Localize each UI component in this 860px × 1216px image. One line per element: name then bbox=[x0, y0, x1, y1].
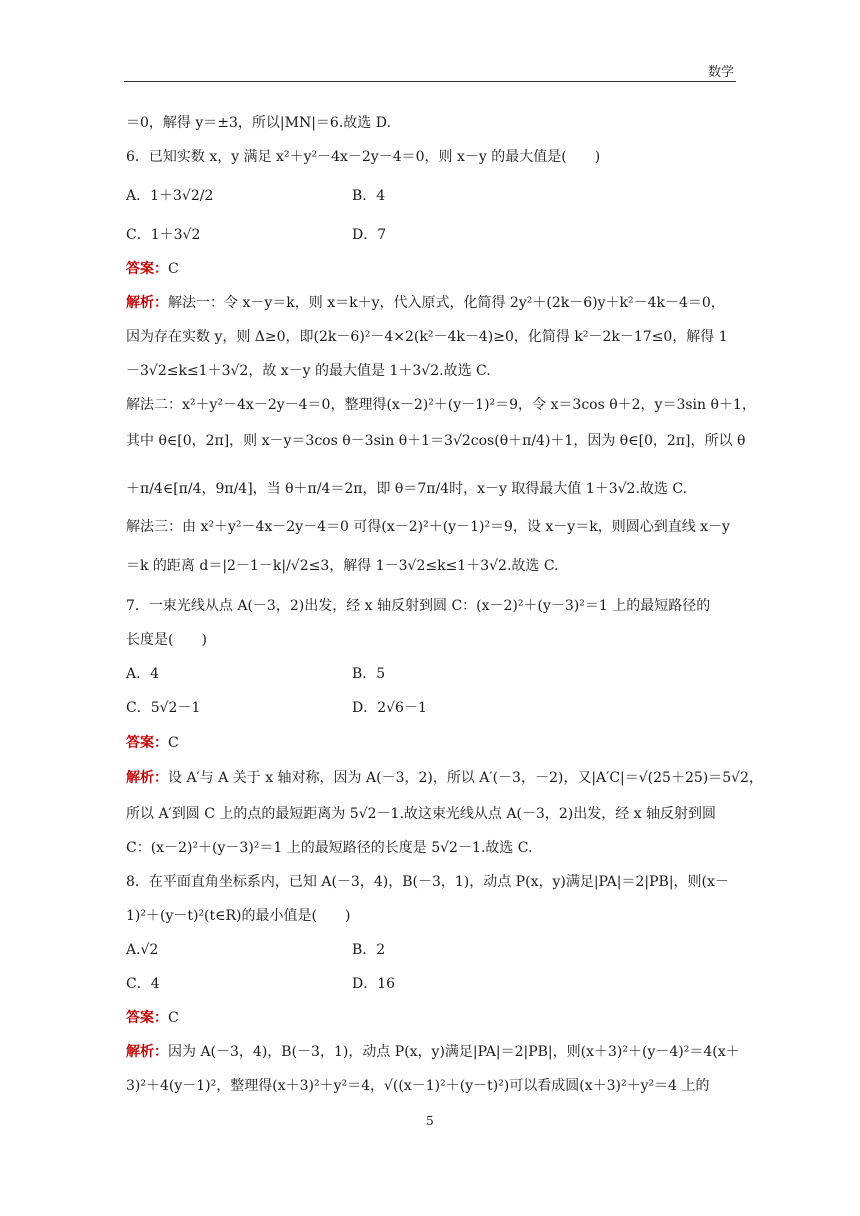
analysis-label: 解析： bbox=[126, 1044, 168, 1060]
answer-label: 答案： bbox=[126, 261, 168, 277]
text-line: 1)²＋(y－t)²(t∈R)的最小值是( ) bbox=[126, 908, 351, 924]
text-line bbox=[126, 293, 734, 313]
answer-label: 答案： bbox=[126, 735, 168, 751]
answer-label: 答案： bbox=[126, 1010, 168, 1026]
header-rule bbox=[124, 81, 736, 82]
choice-option: A．4 bbox=[126, 666, 160, 682]
analysis-label: 解析： bbox=[126, 770, 168, 786]
choice-option: D．7 bbox=[352, 227, 387, 243]
text-line bbox=[126, 768, 763, 788]
text-line: ＝k 的距离 d＝|2－1－k|/√2≤3，解得 1－3√2≤k≤1＋3√2.故选 C. bbox=[126, 558, 559, 574]
text-line bbox=[126, 259, 734, 279]
text-line: 3)²＋4(y－1)²，整理得(x＋3)²＋y²＝4，√((x－1)²＋(y－t)²)可以看成圆(x＋3)²＋y²＝4 上的 bbox=[126, 1078, 710, 1094]
choice-option: B．4 bbox=[352, 188, 386, 204]
line-text: C bbox=[168, 1010, 179, 1026]
header-subject: 数学 bbox=[707, 65, 734, 80]
choice-option: A．1＋3√2/2 bbox=[126, 188, 214, 204]
text-line bbox=[126, 1008, 734, 1028]
choice-option: C．5√2－1 bbox=[126, 700, 201, 716]
text-line: 所以 A′到圆 C 上的点的最短距离为 5√2－1.故这束光线从点 A(－3，2)出发，经 x 轴反射到圆 bbox=[126, 806, 716, 822]
choice-option: D．2√6－1 bbox=[352, 700, 427, 716]
text-line: －3√2≤k≤1＋3√2，故 x－y 的最大值是 1＋3√2.故选 C. bbox=[126, 363, 491, 379]
text-line: ＋π/4∈[π/4，9π/4]，当 θ＋π/4＝2π，即 θ＝7π/4时，x－y 取得最大值 1＋3√2.故选 C. bbox=[126, 481, 688, 497]
choice-option: B．2 bbox=[352, 942, 386, 958]
line-text: 解法一：令 x－y＝k，则 x＝k＋y，代入原式，化简得 2y²＋(2k－6)y＋k²－4k－4＝0， bbox=[168, 295, 725, 311]
text-line: 解法二：x²＋y²－4x－2y－4＝0，整理得(x－2)²＋(y－1)²＝9，令 x＝3cos θ＋2，y＝3sin θ＋1， bbox=[126, 397, 756, 413]
text-line: 其中 θ∈[0，2π]，则 x－y＝3cos θ－3sin θ＋1＝3√2cos(θ＋π/4)＋1，因为 θ∈[0，2π]，所以 θ bbox=[126, 433, 746, 449]
line-text: C bbox=[168, 735, 179, 751]
text-line: 8．在平面直角坐标系内，已知 A(－3，4)，B(－3，1)，动点 P(x，y)满足|PA|＝2|PB|，则(x－ bbox=[126, 874, 729, 890]
text-line: ＝0，解得 y＝±3，所以|MN|＝6.故选 D. bbox=[126, 115, 391, 131]
choice-option: B．5 bbox=[352, 666, 386, 682]
choice-option: A.√2 bbox=[126, 942, 159, 958]
page-number: 5 bbox=[426, 1114, 434, 1128]
line-text: 因为 A(－3，4)，B(－3，1)，动点 P(x，y)满足|PA|＝2|PB|，则(x＋3)²＋(y－4)²＝4(x＋ bbox=[168, 1044, 740, 1060]
choice-option: C．4 bbox=[126, 976, 160, 992]
text-line: 7．一束光线从点 A(－3，2)出发，经 x 轴反射到圆 C：(x－2)²＋(y－3)²＝1 上的最短路径的 bbox=[126, 598, 711, 614]
text-line bbox=[126, 733, 734, 753]
text-line: 解法三：由 x²＋y²－4x－2y－4＝0 可得(x－2)²＋(y－1)²＝9，设 x－y＝k，则圆心到直线 x－y bbox=[126, 519, 730, 535]
text-line: 6．已知实数 x，y 满足 x²＋y²－4x－2y－4＝0，则 x－y 的最大值是( ) bbox=[126, 149, 601, 165]
line-text: C bbox=[168, 261, 179, 277]
text-line: 长度是( ) bbox=[126, 632, 207, 648]
text-line: 因为存在实数 y，则 Δ≥0，即(2k－6)²－4×2(k²－4k－4)≥0，化简得 k²－2k－17≤0，解得 1 bbox=[126, 329, 728, 345]
text-line bbox=[126, 1042, 740, 1062]
text-line: C：(x－2)²＋(y－3)²＝1 上的最短路径的长度是 5√2－1.故选 C. bbox=[126, 840, 533, 856]
analysis-label: 解析： bbox=[126, 295, 168, 311]
choice-option: C．1＋3√2 bbox=[126, 227, 201, 243]
choice-option: D．16 bbox=[352, 976, 396, 992]
line-text: 设 A′与 A 关于 x 轴对称，因为 A(－3，2)，所以 A′(－3，－2)，又|A′C|＝√(25＋25)＝5√2， bbox=[168, 770, 763, 786]
